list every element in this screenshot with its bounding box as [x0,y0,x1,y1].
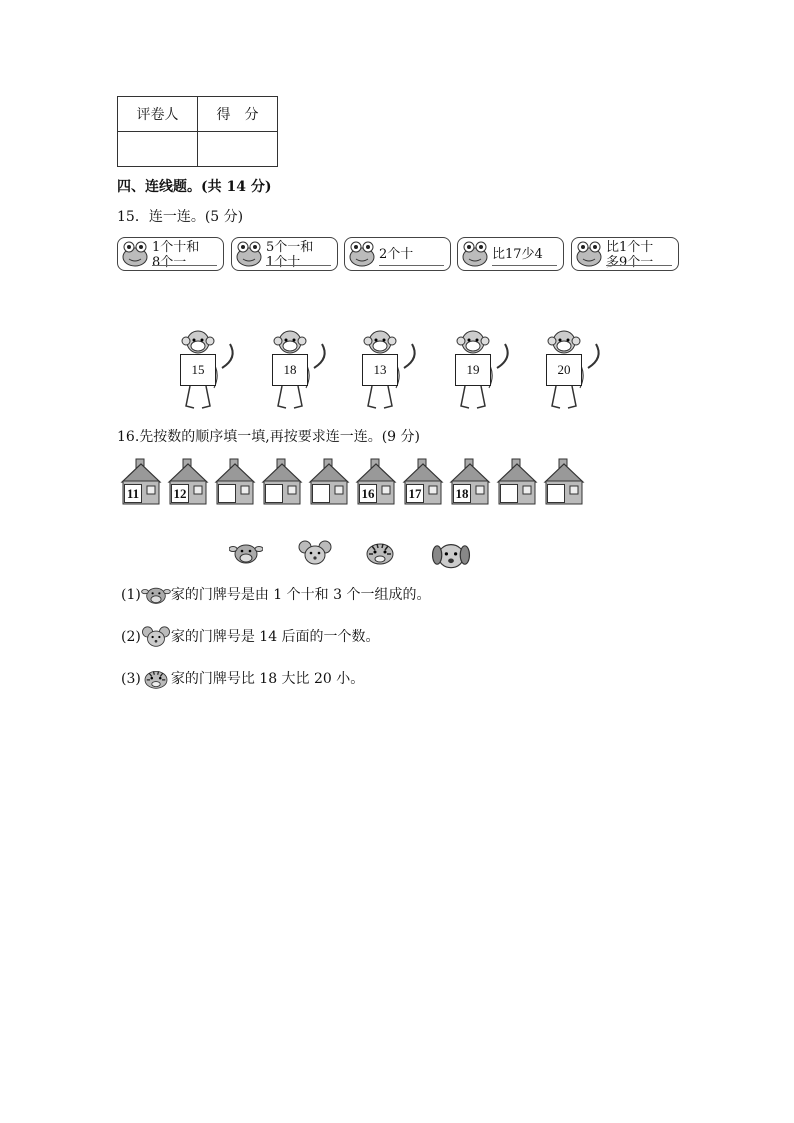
score-header: 得 分 [198,97,278,132]
house-number[interactable] [312,484,330,503]
tiger-icon[interactable] [363,540,397,570]
monkey-card[interactable] [354,328,424,412]
mouse-icon[interactable] [298,540,332,570]
item-number: (3) [121,671,141,687]
bubble-text-line2: 8个一 [152,255,187,270]
underline [492,265,557,266]
reviewer-cell[interactable] [118,132,198,167]
house-number: 17 [406,484,424,503]
bubble-text-line2: 多9个一 [606,255,654,270]
item-text: 家的门牌号是由 1 个十和 3 个一组成的。 [170,587,431,603]
house[interactable] [120,458,162,506]
monkey-number: 15 [180,354,216,386]
frog-icon [120,240,150,268]
dog-icon[interactable] [431,540,471,574]
reviewer-header: 评卷人 [118,97,198,132]
answer-bubble[interactable] [571,237,679,271]
house[interactable] [402,458,444,506]
item-text: 家的门牌号是 14 后面的一个数。 [170,629,380,645]
house-number: 16 [359,484,377,503]
frog-icon [574,240,604,268]
monkey-card[interactable] [447,328,517,412]
item-number: (1) [121,587,141,603]
section-title: 四、连线题。(共 14 分) [117,179,272,195]
house-number: 18 [453,484,471,503]
q16-item [121,626,380,648]
monkey-number: 20 [546,354,582,386]
house-number[interactable] [500,484,518,503]
house[interactable] [261,458,303,506]
underline [379,265,444,266]
underline [152,265,217,266]
underline [266,265,331,266]
cow-icon[interactable] [229,540,263,570]
underline [606,265,672,266]
q16-title: 16.先按数的顺序填一填,再按要求连一连。(9 分) [117,429,420,445]
bubble-text-line1: 1个十和 [152,240,200,255]
item-number: (2) [121,629,141,645]
tiger-icon [141,668,171,690]
q16-item [121,584,430,606]
frog-icon [234,240,264,268]
house[interactable] [449,458,491,506]
house[interactable] [214,458,256,506]
monkey-card[interactable] [172,328,242,412]
house-number[interactable] [547,484,565,503]
bubble-text-line1: 比1个十 [606,240,654,255]
house[interactable] [167,458,209,506]
monkey-number: 13 [362,354,398,386]
score-table [117,96,278,167]
answer-bubble[interactable] [231,237,338,271]
q15-title: 15．连一连。(5 分) [117,209,244,225]
score-cell[interactable] [198,132,278,167]
answer-bubble[interactable] [344,237,451,271]
answer-bubble[interactable] [117,237,224,271]
monkey-card[interactable] [538,328,608,412]
house-number: 11 [124,484,142,503]
mouse-icon [141,626,171,648]
house-number: 12 [171,484,189,503]
bubble-text-line2: 1个十 [266,255,301,270]
house[interactable] [543,458,585,506]
bubble-text-line1: 2个十 [379,247,414,262]
frog-icon [347,240,377,268]
bubble-text-line1: 比17少4 [492,247,543,262]
bubble-text-line1: 5个一和 [266,240,314,255]
item-text: 家的门牌号比 18 大比 20 小。 [170,671,365,687]
house-number[interactable] [265,484,283,503]
house[interactable] [355,458,397,506]
monkey-card[interactable] [264,328,334,412]
monkey-number: 19 [455,354,491,386]
house[interactable] [496,458,538,506]
house[interactable] [308,458,350,506]
answer-bubble[interactable] [457,237,564,271]
monkey-number: 18 [272,354,308,386]
frog-icon [460,240,490,268]
house-number[interactable] [218,484,236,503]
q16-item [121,668,364,690]
cow-icon [141,584,171,606]
